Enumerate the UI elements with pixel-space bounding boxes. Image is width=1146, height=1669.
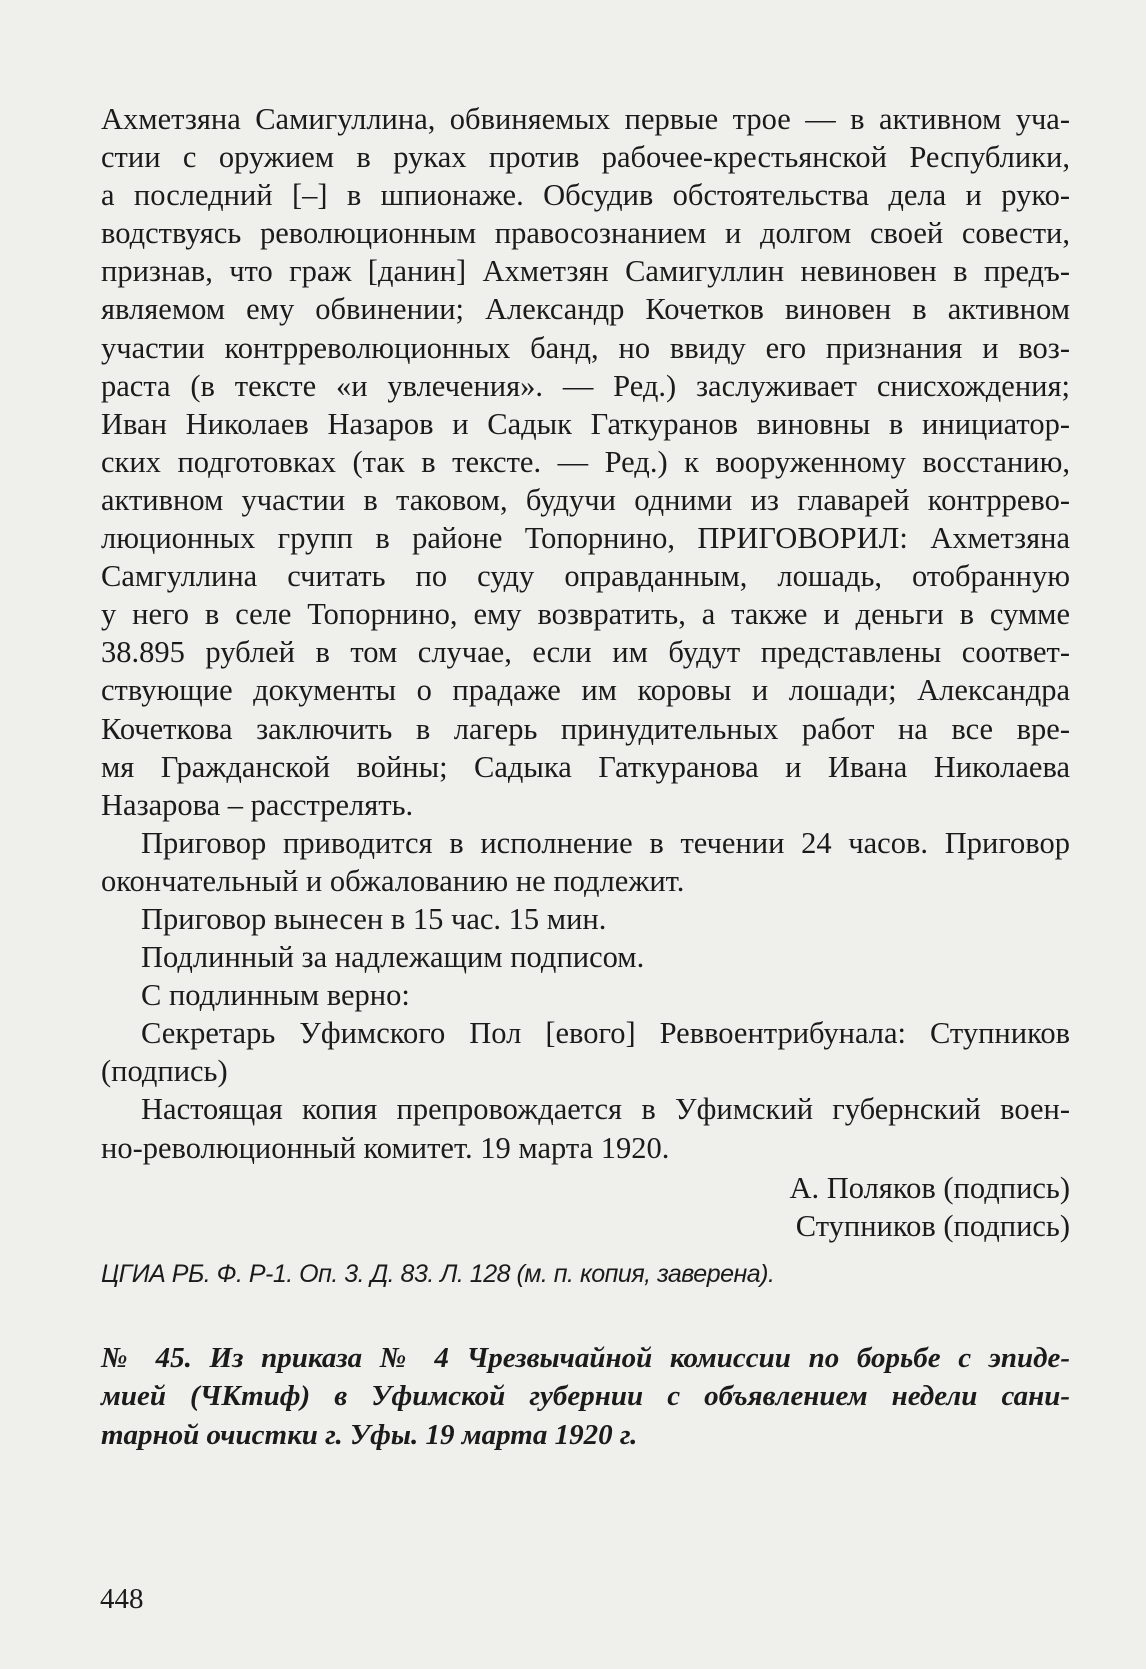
text-line: являемом ему обвинении; Александр Кочетков виновен в активном — [101, 292, 1070, 327]
text-line: люционных групп в районе Топорнино, ПРИГОВОРИЛ: Ахметзяна — [101, 521, 1070, 556]
text-line: 38.895 рублей в том случае, если им будут представлены соответ- — [101, 635, 1070, 670]
text-line: признав, что граж [данин] Ахметзян Самигуллин невиновен в предъ- — [101, 254, 1070, 289]
text-line: Приговор приводится в исполнение в течении 24 часов. Приговор — [141, 825, 1070, 860]
text-line: у него в селе Топорнино, ему возвратить, а также и деньги в сумме — [101, 597, 1070, 632]
archive-source-reference: ЦГИА РБ. Ф. Р-1. Оп. 3. Д. 83. Л. 128 (м. п. копия, заверена). — [101, 1259, 775, 1288]
text-line: Подлинный за надлежащим подписом. — [141, 940, 645, 975]
text-line: Настоящая копия препровождается в Уфимский губернский воен- — [141, 1092, 1070, 1127]
text-line: участии контрреволюционных банд, но ввиду его признания и воз- — [101, 330, 1070, 365]
text-line: окончательный и обжалованию не подлежит. — [101, 863, 685, 898]
text-line: Иван Николаев Назаров и Садык Гаткуранов виновны в инициатор- — [101, 406, 1070, 441]
page-number: 448 — [100, 1583, 144, 1615]
heading-line: № 45. Из приказа № 4 Чрезвычайной комиссии по борьбе с эпиде- — [101, 1341, 1070, 1374]
text-line: стии с оружием в руках против рабочее-крестьянской Республики, — [101, 140, 1070, 175]
text-line: Ахметзяна Самигуллина, обвиняемых первые трое — в активном уча- — [101, 102, 1070, 136]
heading-line: мией (ЧКтиф) в Уфимской губернии с объявлением недели сани- — [101, 1380, 1070, 1413]
signature-stupnikov: Ступников (подпись) — [795, 1208, 1070, 1243]
text-line: ствующие документы о прадаже им коровы и лошади; Александра — [101, 673, 1070, 708]
text-line: Самгуллина считать по суду оправданным, лошадь, отобранную — [101, 559, 1070, 594]
text-line: а последний [–] в шпионаже. Обсудив обстоятельства дела и руко- — [101, 178, 1070, 213]
text-line: ских подготовках (так в тексте. — Ред.) к вооруженному восстанию, — [101, 444, 1070, 479]
text-line: водствуясь революционным правосознанием и долгом своей совести, — [101, 216, 1070, 251]
text-line: мя Гражданской войны; Садыка Гаткуранова и Ивана Николаева — [101, 749, 1070, 784]
heading-line: тарной очистки г. Уфы. 19 марта 1920 г. — [101, 1418, 638, 1451]
verdict-text — [101, 100, 1070, 1167]
signature-poliakov: А. Поляков (подпись) — [789, 1170, 1070, 1205]
text-line: но-революционный комитет. 19 марта 1920. — [101, 1130, 670, 1165]
text-line: Приговор вынесен в 15 час. 15 мин. — [141, 901, 607, 936]
text-line: раста (в тексте «и увлечения». — Ред.) заслуживает снисхождения; — [101, 368, 1070, 403]
text-line: (подпись) — [101, 1054, 228, 1089]
next-document-heading — [101, 1339, 1070, 1455]
text-line: Кочеткова заключить в лагерь принудительных работ на все вре- — [101, 711, 1070, 746]
text-line: Секретарь Уфимского Пол [евого] Реввоентрибунала: Ступников — [141, 1016, 1070, 1051]
text-line: Назарова – расстрелять. — [101, 787, 414, 822]
signature-block — [101, 1169, 1070, 1245]
text-line: С подлинным верно: — [141, 978, 410, 1013]
text-line: активном участии в таковом, будучи одними из главарей контррево- — [101, 482, 1070, 517]
